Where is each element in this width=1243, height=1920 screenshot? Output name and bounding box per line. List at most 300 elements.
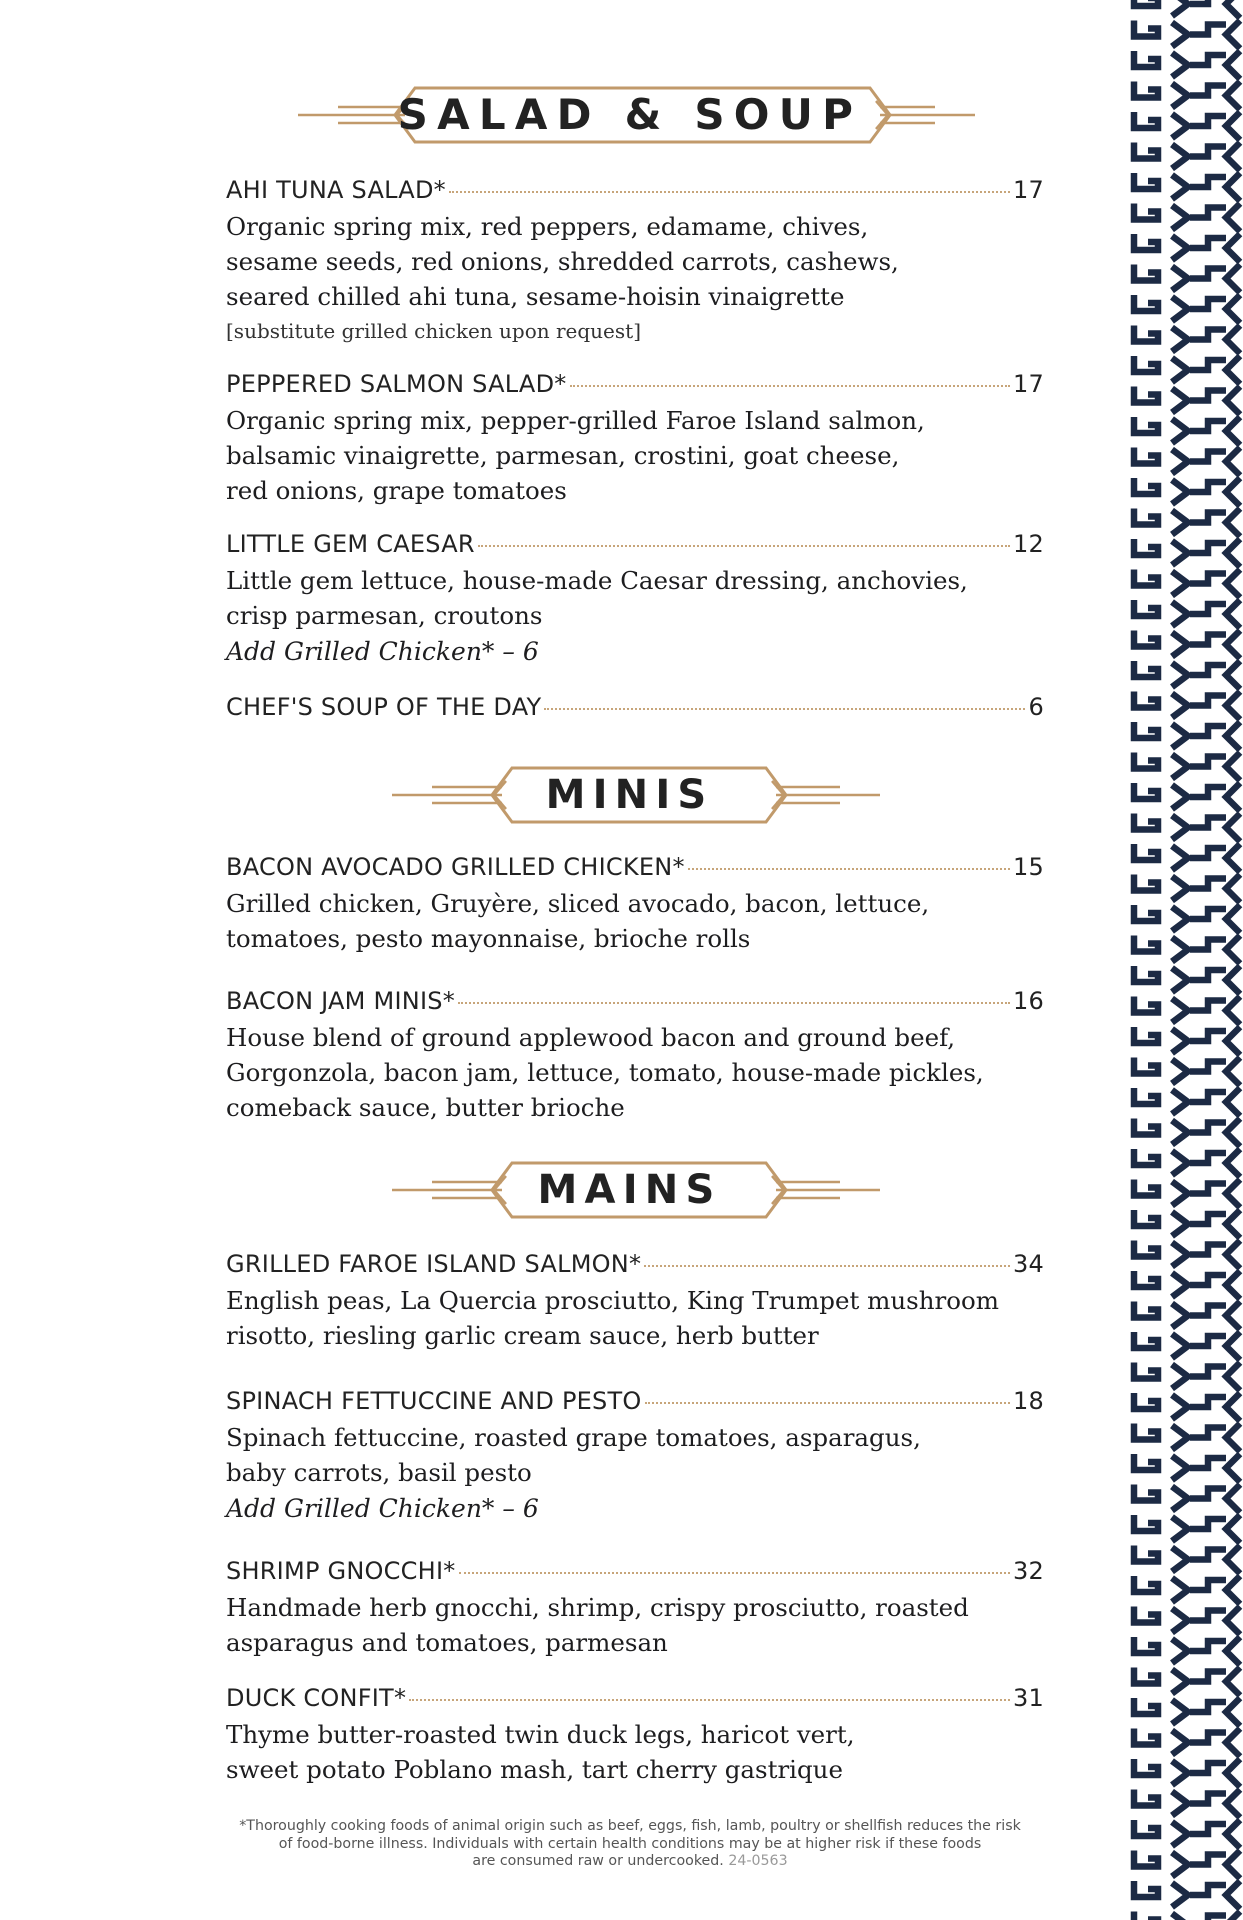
meander-stroke: [1172, 694, 1188, 718]
menu-item-header: [226, 987, 1044, 1019]
meander-stroke: [1190, 1763, 1226, 1773]
meander-stroke: [1226, 997, 1240, 1025]
meander-stroke: [1190, 1062, 1226, 1072]
meander-stroke: [1172, 1853, 1188, 1877]
dot-leader: [478, 545, 1010, 547]
description-line: Thyme butter-roasted twin duck legs, haricot vert,: [226, 1720, 855, 1749]
meander-stroke: [1172, 1151, 1188, 1175]
meander-stroke: [1172, 999, 1188, 1023]
meander-stroke: [1134, 0, 1158, 6]
meander-stroke: [1190, 1184, 1226, 1194]
meander-stroke: [1226, 265, 1240, 293]
meander-stroke: [1172, 633, 1188, 657]
menu-item: [226, 1250, 1044, 1353]
description-line: sweet potato Poblano mash, tart cherry gastrique: [226, 1755, 843, 1784]
meander-stroke: [1172, 907, 1188, 931]
meander-stroke: [1190, 818, 1226, 828]
meander-stroke: [1226, 1424, 1240, 1452]
description-line: Little gem lettuce, house-made Caesar dressing, anchovies,: [226, 566, 968, 595]
meander-stroke: [1226, 753, 1240, 781]
meander-stroke: [1226, 1759, 1240, 1787]
description-line: English peas, La Quercia prosciutto, King Trumpet mushroom: [226, 1286, 999, 1315]
meander-stroke: [1226, 661, 1240, 689]
meander-stroke: [1190, 635, 1226, 645]
meander-stroke: [1226, 1820, 1240, 1848]
meander-stroke: [1226, 1515, 1240, 1543]
meander-stroke: [1172, 1304, 1188, 1328]
meander-stroke: [1226, 631, 1240, 659]
menu-item-header: [226, 1250, 1044, 1282]
meander-stroke: [1190, 1824, 1226, 1834]
meander-stroke: [1226, 722, 1240, 750]
meander-stroke: [1134, 265, 1158, 281]
meander-stroke: [1172, 816, 1188, 840]
meander-stroke: [1190, 513, 1226, 523]
meander-stroke: [1226, 112, 1240, 140]
meander-stroke: [1172, 1700, 1188, 1724]
meander-stroke: [1226, 326, 1240, 354]
meander-stroke: [1226, 1332, 1240, 1360]
menu-item-name: BACON JAM MINIS*: [226, 987, 455, 1015]
meander-stroke: [1134, 478, 1158, 494]
meander-stroke: [1190, 1031, 1226, 1041]
description-line: balsamic vinaigrette, parmesan, crostini, goat cheese,: [226, 441, 900, 470]
meander-stroke: [1226, 1454, 1240, 1482]
meander-stroke: [1190, 421, 1226, 431]
meander-stroke: [1134, 1058, 1158, 1074]
meander-stroke: [1172, 1456, 1188, 1480]
meander-stroke: [1226, 966, 1240, 994]
meander-stroke: [1134, 1637, 1158, 1653]
meander-stroke: [1172, 84, 1188, 108]
meander-stroke: [1190, 879, 1226, 889]
meander-stroke: [1226, 356, 1240, 384]
menu-item-description: [226, 563, 1044, 633]
meander-stroke: [1172, 206, 1188, 230]
description-line: comeback sauce, butter brioche: [226, 1093, 625, 1122]
menu-item-price: 31: [1012, 1684, 1044, 1712]
meander-stroke: [1226, 1729, 1240, 1757]
meander-stroke: [1134, 1271, 1158, 1287]
menu-item-header: [226, 693, 1044, 725]
meander-stroke: [1134, 448, 1158, 464]
meander-stroke: [1172, 785, 1188, 809]
meander-stroke: [1172, 663, 1188, 687]
menu-item-description: [226, 209, 1044, 314]
meander-stroke: [1172, 541, 1188, 565]
dot-leader: [449, 191, 1010, 193]
footnote-line: of food-borne illness. Individuals with certain health conditions may be at higher risk if these foods: [278, 1835, 982, 1852]
section-banner: [0, 1155, 1243, 1225]
meander-stroke: [1134, 1424, 1158, 1440]
meander-stroke: [1134, 51, 1158, 67]
menu-item-name: SPINACH FETTUCCINE AND PESTO: [226, 1387, 642, 1415]
meander-stroke: [1172, 724, 1188, 748]
meander-stroke: [1172, 1365, 1188, 1389]
meander-stroke: [1134, 1820, 1158, 1836]
menu-item-addon: Add Grilled Chicken* – 6: [226, 637, 539, 666]
meander-stroke: [1226, 814, 1240, 842]
meander-stroke: [1190, 299, 1226, 309]
meander-stroke: [1172, 1090, 1188, 1114]
menu-item-name: AHI TUNA SALAD*: [226, 176, 446, 204]
meander-stroke: [1226, 539, 1240, 567]
meander-stroke: [1226, 448, 1240, 476]
menu-item-header: [226, 1684, 1044, 1716]
meander-stroke: [1226, 1180, 1240, 1208]
meander-stroke: [1134, 905, 1158, 921]
meander-stroke: [1226, 1881, 1240, 1909]
meander-stroke: [1190, 1275, 1226, 1285]
menu-item-price: 6: [1028, 693, 1044, 721]
meander-stroke: [1226, 844, 1240, 872]
meander-stroke: [1190, 757, 1226, 767]
section-banner: [0, 80, 1243, 150]
meander-stroke: [1190, 543, 1226, 553]
meander-stroke: [1172, 53, 1188, 77]
meander-stroke: [1190, 909, 1226, 919]
meander-stroke: [1190, 116, 1226, 126]
meander-stroke: [1190, 940, 1226, 950]
meander-stroke: [1226, 295, 1240, 323]
menu-item-header: [226, 1387, 1044, 1419]
section-title: SALAD & SOUP: [397, 90, 863, 139]
meander-stroke: [1172, 877, 1188, 901]
menu-item-description: [226, 1717, 1044, 1787]
meander-stroke: [1172, 480, 1188, 504]
menu-item-name: GRILLED FAROE ISLAND SALMON*: [226, 1250, 642, 1278]
meander-stroke: [1190, 391, 1226, 401]
meander-stroke: [1134, 204, 1158, 220]
meander-stroke: [1190, 604, 1226, 614]
meander-stroke: [1172, 572, 1188, 596]
meander-stroke: [1134, 539, 1158, 555]
meander-stroke: [1172, 511, 1188, 535]
meander-stroke: [1190, 55, 1226, 65]
meander-stroke: [1190, 269, 1226, 279]
meander-stroke: [1226, 1149, 1240, 1177]
meander-stroke: [1190, 1855, 1226, 1865]
meander-stroke: [1134, 1119, 1158, 1135]
meander-stroke: [1172, 938, 1188, 962]
meander-stroke: [1226, 905, 1240, 933]
meander-stroke: [1134, 783, 1158, 799]
menu-item-name: SHRIMP GNOCCHI*: [226, 1557, 456, 1585]
meander-stroke: [1134, 600, 1158, 616]
meander-stroke: [1134, 1302, 1158, 1318]
meander-stroke: [1172, 1212, 1188, 1236]
dot-leader: [459, 1572, 1010, 1574]
meander-stroke: [1226, 1607, 1240, 1635]
menu-item: [226, 370, 1044, 508]
meander-stroke: [1226, 875, 1240, 903]
description-line: risotto, riesling garlic cream sauce, herb butter: [226, 1321, 819, 1350]
menu-item-price: 15: [1012, 853, 1044, 881]
meander-stroke: [1134, 417, 1158, 433]
menu-item-header: [226, 530, 1044, 562]
menu-item: [226, 1684, 1044, 1787]
meander-stroke: [1190, 25, 1226, 35]
menu-code: 24-0563: [728, 1853, 788, 1869]
meander-stroke: [1172, 1517, 1188, 1541]
menu-item-header: [226, 370, 1044, 402]
meander-stroke: [1190, 1641, 1226, 1651]
meander-stroke: [1172, 297, 1188, 321]
menu-item: [226, 530, 1044, 671]
meander-stroke: [1134, 1607, 1158, 1623]
meander-stroke: [1226, 1851, 1240, 1879]
meander-stroke: [1134, 234, 1158, 250]
meander-stroke: [1190, 1397, 1226, 1407]
meander-stroke: [1172, 1639, 1188, 1663]
menu-item-name: BACON AVOCADO GRILLED CHICKEN*: [226, 853, 685, 881]
meander-stroke: [1134, 631, 1158, 647]
meander-stroke: [1172, 1883, 1188, 1907]
meander-stroke: [1134, 1088, 1158, 1104]
meander-stroke: [1190, 1550, 1226, 1560]
meander-stroke: [1172, 358, 1188, 382]
meander-stroke: [1134, 1851, 1158, 1867]
meander-stroke: [1190, 208, 1226, 218]
meander-stroke: [1190, 360, 1226, 370]
description-line: Handmade herb gnocchi, shrimp, crispy prosciutto, roasted: [226, 1593, 969, 1622]
menu-item-addon: Add Grilled Chicken* – 6: [226, 1494, 539, 1523]
meander-stroke: [1134, 1576, 1158, 1592]
menu-item: [226, 1557, 1044, 1660]
meander-stroke: [1134, 387, 1158, 403]
description-line: Gorgonzola, bacon jam, lettuce, tomato, house-made pickles,: [226, 1058, 984, 1087]
description-line: crisp parmesan, croutons: [226, 601, 543, 630]
meander-stroke: [1172, 1273, 1188, 1297]
meander-stroke: [1134, 173, 1158, 189]
meander-stroke: [1190, 1885, 1226, 1895]
menu-item-description: [226, 1420, 1044, 1490]
meander-stroke: [1134, 1729, 1158, 1745]
meander-stroke: [1190, 1672, 1226, 1682]
meander-stroke: [1190, 1733, 1226, 1743]
menu-item-name: CHEF'S SOUP OF THE DAY: [226, 693, 542, 721]
meander-stroke: [1134, 1515, 1158, 1531]
footnote-line: *Thoroughly cooking foods of animal origin such as beef, eggs, fish, lamb, poultry or shellfish reduces the risk: [239, 1818, 1021, 1834]
meander-stroke: [1226, 1485, 1240, 1513]
dot-leader: [644, 1265, 1010, 1267]
meander-stroke: [1190, 86, 1226, 96]
meander-stroke: [1172, 450, 1188, 474]
meander-stroke: [1226, 1576, 1240, 1604]
section-title: MINIS: [545, 772, 714, 818]
menu-item: [226, 987, 1044, 1125]
meander-stroke: [1190, 147, 1226, 157]
dot-leader: [458, 1002, 1010, 1004]
meander-stroke: [1190, 1153, 1226, 1163]
meander-stroke: [1190, 1001, 1226, 1011]
meander-stroke: [1190, 1611, 1226, 1621]
meander-stroke: [1172, 389, 1188, 413]
menu-item-price: 18: [1012, 1387, 1044, 1415]
meander-stroke: [1172, 1121, 1188, 1145]
menu-item: [226, 853, 1044, 956]
meander-stroke: [1190, 665, 1226, 675]
meander-stroke: [1226, 1393, 1240, 1421]
meander-stroke: [1226, 1363, 1240, 1391]
menu-item-header: [226, 853, 1044, 885]
meander-stroke: [1226, 0, 1240, 18]
meander-stroke: [1190, 177, 1226, 187]
meander-stroke: [1190, 1489, 1226, 1499]
meander-stroke: [1226, 509, 1240, 537]
meander-stroke: [1190, 1519, 1226, 1529]
meander-stroke: [1134, 1790, 1158, 1806]
meander-stroke: [1226, 1271, 1240, 1299]
meander-stroke: [1190, 1794, 1226, 1804]
description-line: sesame seeds, red onions, shredded carrots, cashews,: [226, 247, 899, 276]
menu-item-price: 32: [1012, 1557, 1044, 1585]
meander-stroke: [1134, 661, 1158, 677]
section-title: MAINS: [537, 1167, 722, 1213]
description-line: Organic spring mix, red peppers, edamame, chives,: [226, 212, 869, 241]
meander-stroke: [1226, 173, 1240, 201]
menu-item-description: [226, 1283, 1044, 1353]
meander-stroke: [1134, 1393, 1158, 1409]
menu-item-header: [226, 1557, 1044, 1589]
meander-stroke: [1134, 1332, 1158, 1348]
meander-stroke: [1134, 1881, 1158, 1897]
dot-leader: [544, 708, 1025, 710]
meander-stroke: [1190, 1458, 1226, 1468]
menu-item-price: 34: [1012, 1250, 1044, 1278]
description-line: Spinach fettuccine, roasted grape tomatoes, asparagus,: [226, 1423, 921, 1452]
meander-stroke: [1172, 1426, 1188, 1450]
dot-leader: [688, 868, 1010, 870]
meander-stroke: [1226, 234, 1240, 262]
meander-stroke: [1172, 968, 1188, 992]
meander-stroke: [1172, 236, 1188, 260]
meander-stroke: [1172, 145, 1188, 169]
meander-stroke: [1134, 1241, 1158, 1257]
meander-stroke: [1226, 1058, 1240, 1086]
meander-stroke: [1172, 755, 1188, 779]
meander-stroke: [1226, 417, 1240, 445]
meander-stroke: [1134, 326, 1158, 342]
menu-item-description: [226, 1020, 1044, 1125]
meander-stroke: [1134, 692, 1158, 708]
meander-stroke: [1190, 1428, 1226, 1438]
meander-stroke: [1172, 1609, 1188, 1633]
meander-stroke: [1226, 1668, 1240, 1696]
meander-stroke: [1226, 570, 1240, 598]
meander-stroke: [1134, 356, 1158, 372]
footnote-line: are consumed raw or undercooked.: [472, 1853, 724, 1869]
meander-stroke: [1226, 1698, 1240, 1726]
meander-stroke: [1172, 602, 1188, 626]
meander-stroke: [1172, 23, 1188, 47]
meander-stroke: [1190, 1214, 1226, 1224]
menu-item-price: 17: [1012, 176, 1044, 204]
menu-item: [226, 1387, 1044, 1528]
meander-stroke: [1172, 1029, 1188, 1053]
meander-stroke: [1134, 1546, 1158, 1562]
meander-stroke: [1134, 1759, 1158, 1775]
meander-stroke: [1226, 1912, 1240, 1920]
meander-stroke: [1190, 330, 1226, 340]
meander-stroke: [1226, 1302, 1240, 1330]
meander-stroke: [1134, 1485, 1158, 1501]
meander-stroke: [1134, 1912, 1158, 1920]
meander-stroke: [1190, 1916, 1226, 1920]
meander-stroke: [1226, 1210, 1240, 1238]
meander-stroke: [1172, 1578, 1188, 1602]
meander-stroke: [1134, 21, 1158, 37]
menu-item-price: 12: [1012, 530, 1044, 558]
description-line: red onions, grape tomatoes: [226, 476, 567, 505]
meander-stroke: [1134, 1210, 1158, 1226]
meander-stroke: [1226, 51, 1240, 79]
meander-stroke: [1226, 1637, 1240, 1665]
meander-stroke: [1190, 452, 1226, 462]
meander-stroke: [1134, 1149, 1158, 1165]
meander-stroke: [1190, 238, 1226, 248]
meander-stroke: [1172, 1334, 1188, 1358]
meander-stroke: [1134, 82, 1158, 98]
meander-stroke: [1190, 1245, 1226, 1255]
meander-stroke: [1190, 696, 1226, 706]
meander-stroke: [1172, 1792, 1188, 1816]
meander-stroke: [1134, 966, 1158, 982]
meander-stroke: [1134, 753, 1158, 769]
menu-item: [226, 693, 1044, 725]
meander-stroke: [1226, 204, 1240, 232]
meander-stroke: [1226, 1088, 1240, 1116]
description-line: Grilled chicken, Gruyère, sliced avocado, bacon, lettuce,: [226, 889, 930, 918]
meander-stroke: [1190, 1367, 1226, 1377]
menu-item-header: [226, 176, 1044, 208]
meander-stroke: [1226, 478, 1240, 506]
meander-stroke: [1172, 1243, 1188, 1267]
meander-stroke: [1172, 846, 1188, 870]
meander-stroke: [1190, 1092, 1226, 1102]
meander-stroke: [1134, 997, 1158, 1013]
dot-leader: [645, 1402, 1010, 1404]
allergen-footnote: [180, 1818, 1080, 1871]
meander-stroke: [1134, 1698, 1158, 1714]
meander-stroke: [1190, 1306, 1226, 1316]
description-line: Organic spring mix, pepper-grilled Faroe Island salmon,: [226, 406, 925, 435]
meander-stroke: [1134, 875, 1158, 891]
description-line: baby carrots, basil pesto: [226, 1458, 532, 1487]
dot-leader: [409, 1699, 1010, 1701]
meander-stroke: [1134, 570, 1158, 586]
meander-stroke: [1172, 419, 1188, 443]
meander-stroke: [1172, 1670, 1188, 1694]
meander-stroke: [1226, 692, 1240, 720]
meander-stroke: [1190, 574, 1226, 584]
section-banner: [0, 760, 1243, 830]
meander-stroke: [1172, 1761, 1188, 1785]
meander-stroke: [1134, 143, 1158, 159]
meander-stroke: [1190, 970, 1226, 980]
menu-item-price: 16: [1012, 987, 1044, 1015]
meander-stroke: [1172, 328, 1188, 352]
meander-stroke: [1226, 1790, 1240, 1818]
meander-stroke: [1190, 726, 1226, 736]
menu-item-description: [226, 403, 1044, 508]
meander-stroke: [1134, 509, 1158, 525]
menu-item: [226, 176, 1044, 348]
meander-stroke: [1226, 1241, 1240, 1269]
description-line: tomatoes, pesto mayonnaise, brioche rolls: [226, 924, 751, 953]
meander-stroke: [1226, 936, 1240, 964]
menu-item-price: 17: [1012, 370, 1044, 398]
